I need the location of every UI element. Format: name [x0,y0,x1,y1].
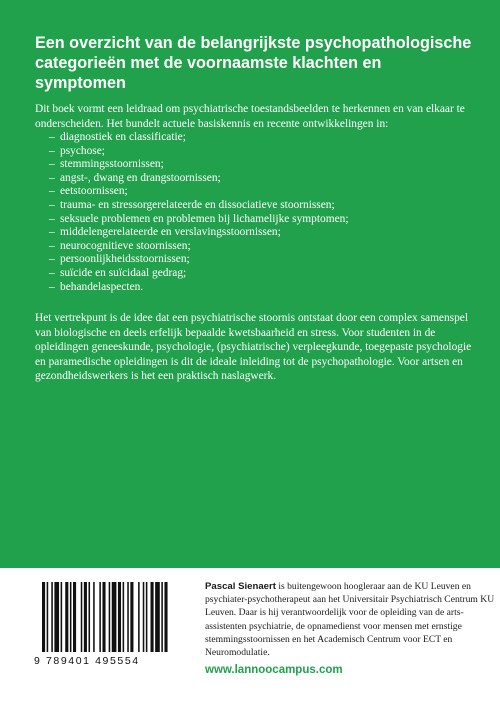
list-item: – persoonlijkheidsstoornissen; [49,253,190,266]
barcode-bar [118,582,121,652]
barcode-bar [89,582,91,652]
barcode-bar [84,582,87,652]
barcode-bars [34,580,170,654]
author-bio [205,580,495,659]
list-item: – diagnostiek en classificatie; [49,131,186,143]
barcode-bar [93,582,95,652]
barcode-bar [65,582,68,652]
barcode-bar [143,582,145,652]
barcode-bar [155,582,160,652]
barcode-bar [161,582,163,652]
barcode-bar [123,582,125,652]
barcode-bar [47,582,49,652]
barcode-bar [51,582,53,652]
list-item: – trauma- en stressorgerelateerde en dissociatieve stoornissen; [49,198,335,211]
intro-paragraph: Dit boek vormt een leidraad om psychiatrische toestandsbeelden te herkennen en van elkaar te onderscheiden. Het bundelt actuele basiskennis en recente ontwikkelingen in: [35,103,465,130]
barcode-bar [127,582,129,652]
barcode-bar [81,582,83,652]
barcode-bar [164,582,167,652]
list-item: – stemmingsstoornissen; [49,158,164,171]
list-item: – seksuele problemen en problemen bij lichamelijke symptomen; [49,212,349,225]
list-item: – behandelaspecten. [49,280,144,293]
barcode-bar [73,582,76,652]
author-bio-text: is buitengewoon hoogleraar aan de KU Leuven en psychiater-psychotherapeut aan het Universitair Psychiatrisch Centrum KU Leuven. Daar is hij verantwoordelijk voor de opleiding van de arts-assistenten psychiatrie, de opnamedienst voor mensen met ernstige stemmingsstoornissen en het Academisch Centrum voor ECT en Neuromodulatie. [205,581,495,659]
back-cover-headline: Een overzicht van de belangrijkste psychopathologische categorieën met de voornaamste klachten en symptomen [35,34,472,92]
barcode-bar [54,582,59,652]
barcode-bar [42,582,45,652]
barcode-digits: 9 789401 495554 [34,655,140,667]
barcode-bar [70,582,72,652]
list-item: – angst-, dwang en drangstoornissen; [49,171,221,184]
barcode-bar [112,582,117,652]
barcode-bar [99,582,101,652]
topic-list [35,131,475,294]
list-item: – suïcide en suïcidaal gedrag; [49,266,187,279]
description-paragraph: Het vertrekpunt is de idee dat een psychiatrische stoornis ontstaat door een complex samenspel van biologische en deels erfelijk bepaalde kwetsbaarheid en stress. Voor studenten in de opleidingen geneeskunde, psychologie, (psychiatrische) verpleegkunde, toegepaste psychologie en paramedische opleidingen is dit de ideale inleiding tot de psychopathologie. Voor artsen en gezondheidswerkers is het een praktisch naslagwerk. [35,312,472,382]
barcode-bar [109,582,111,652]
barcode-bar [102,582,105,652]
list-item: – neurocognitieve stoornissen; [49,239,191,252]
barcode-bar [138,582,140,652]
list-item: – psychose; [49,144,105,157]
barcode-bar [146,582,148,652]
barcode-bar [151,582,154,652]
author-name: Pascal Sienaert [205,581,276,592]
barcode-bar [130,582,133,652]
publisher-url[interactable]: www.lannoocampus.com [205,664,343,676]
list-item: – middelengerelateerde en verslavingsstoornissen; [49,226,281,239]
list-item: – eetstoornissen; [49,185,128,198]
isbn-barcode [34,580,170,666]
barcode-bar [61,582,63,652]
